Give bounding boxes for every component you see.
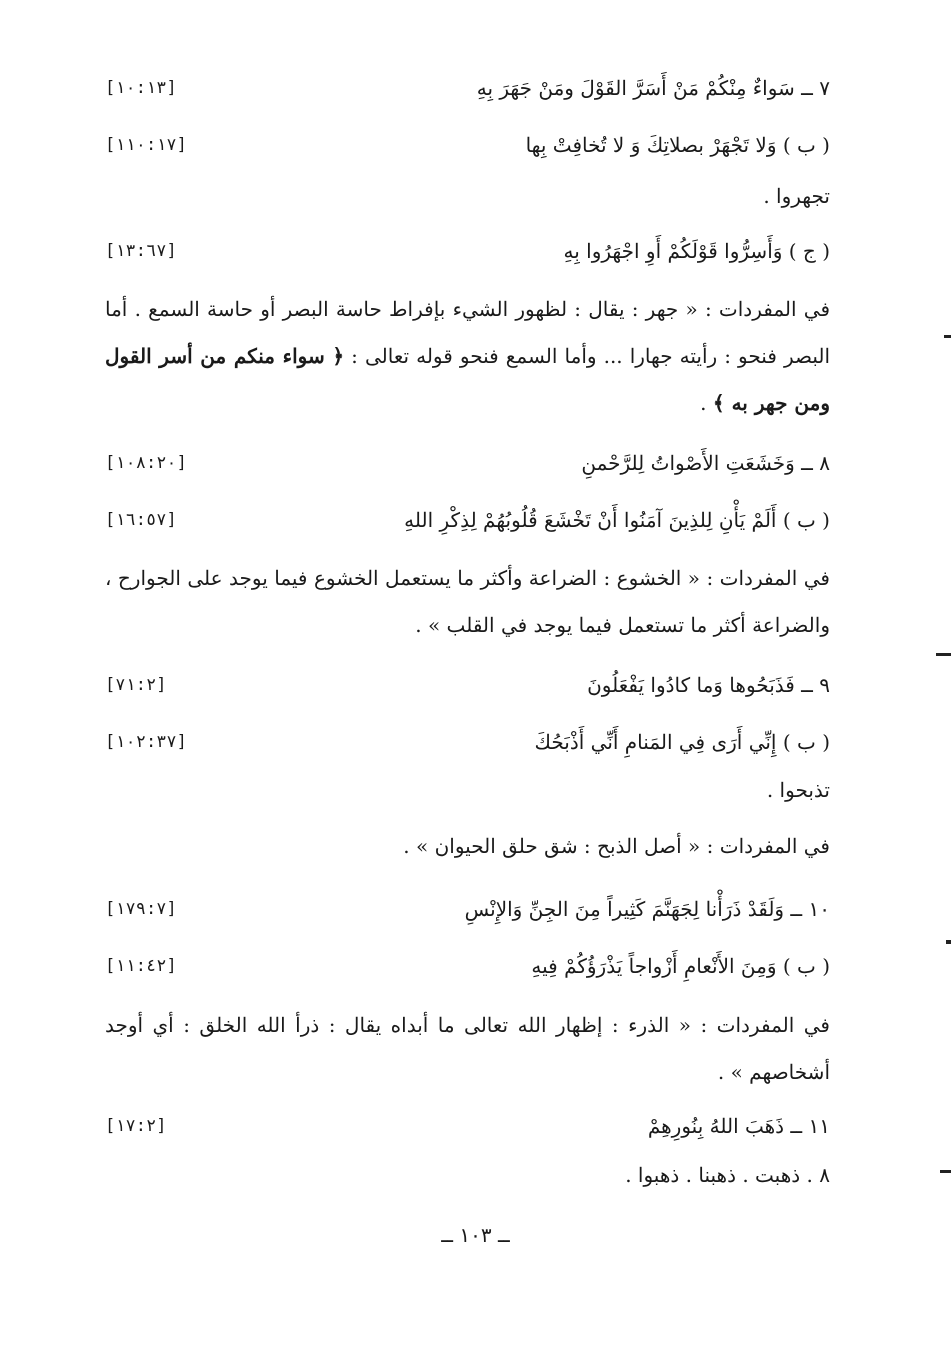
- verse-reference: [١٦:٥٧]: [105, 510, 177, 530]
- verse-reference: [١٣:٦٧]: [105, 241, 177, 261]
- answer-word: تذبحوا .: [766, 778, 830, 802]
- answer-word: ٨ . ذهبت . ذهبنا . ذهبوا .: [625, 1163, 830, 1187]
- scan-mark: [944, 335, 951, 338]
- definition-tail: .: [700, 391, 713, 415]
- verse-line: [105, 946, 830, 986]
- verse-text: ( ب ) وَمِنَ الأَنْعامِ أَزْواجاً يَذْرَؤُكُمْ فِيهِ: [531, 954, 830, 978]
- page-number: ــ ١٠٣ ــ: [441, 1223, 510, 1247]
- verse-line: [105, 889, 830, 929]
- scan-mark: [946, 940, 951, 944]
- verse-reference: [١٧:٢]: [105, 1116, 167, 1136]
- verse-line: [105, 125, 830, 165]
- verse-reference: [١٠:١٣]: [105, 78, 177, 98]
- verse-text: ( ب ) وَلا تَجْهَرْ بصلاتِكَ وَ لا تُخافِتْ بِها: [525, 133, 830, 157]
- verse-line: [105, 500, 830, 540]
- definition-paragraph: [105, 286, 830, 427]
- answer-word: تجهروا .: [763, 184, 830, 208]
- verse-line: [105, 1106, 830, 1146]
- verse-reference: [١٠٢:٣٧]: [105, 732, 187, 752]
- verse-text: ١١ ــ ذَهَبَ اللهُ بِنُورِهِمْ: [647, 1114, 830, 1138]
- definition-paragraph: في المفردات : « الخشوع : الضراعة وأكثر ما يستعمل الخشوع فيما يوجد على الجوارح ، والضراعة أكثر ما تستعمل فيما يوجد في القلب » .: [105, 566, 830, 637]
- verse-line: [105, 231, 830, 271]
- verse-line: [105, 665, 830, 705]
- verse-reference: [١١:٤٢]: [105, 956, 177, 976]
- verse-reference: [٧١:٢]: [105, 675, 167, 695]
- verse-reference: [١٧٩:٧]: [105, 899, 177, 919]
- scan-mark: [936, 653, 951, 656]
- verse-line: [105, 722, 830, 762]
- quoted-verse: ﴿ سواء منكم من أسر القول ومن جهر به ﴾: [105, 344, 830, 415]
- definition-paragraph: في المفردات : « أصل الذبح : شق حلق الحيوان » .: [403, 834, 830, 858]
- verse-line: [105, 443, 830, 483]
- verse-text: ( ب ) إِنِّي أَرَى فِي المَنامِ أَنِّي أَذْبَحُكَ: [534, 730, 830, 754]
- scan-mark: [940, 1170, 951, 1173]
- verse-line: [105, 68, 830, 108]
- verse-reference: [١١٠:١٧]: [105, 135, 187, 155]
- verse-text: ( ج ) وَأَسِرُّوا قَوْلَكُمْ أَوِ اجْهَرُوا بِهِ: [563, 239, 830, 263]
- verse-reference: [١٠٨:٢٠]: [105, 453, 187, 473]
- verse-text: ٧ ــ سَواءٌ مِنْكُمْ مَنْ أَسَرَّ القَوْلَ ومَنْ جَهَرَ بِهِ: [476, 76, 830, 100]
- definition-text: في المفردات : « جهر : يقال : لظهور الشيء بإفراط حاسة البصر أو حاسة السمع . أما البصر فنحو : رأيته جهارا ... وأما السمع فنحو قوله تعالى :: [105, 297, 831, 368]
- verse-text: ( ب ) أَلَمْ يَأْنِ لِلذِينَ آمَنُوا أَنْ تَخْشَعَ قُلُوبُهُمْ لِذِكْرِ اللهِ: [404, 508, 830, 532]
- verse-text: ١٠ ــ وَلَقَدْ ذَرَأْنا لِجَهَنَّمَ كَثِيراً مِنَ الجِنِّ وَالإِنْسِ: [464, 897, 830, 921]
- definition-paragraph: في المفردات : « الذرء : إظهار الله تعالى ما أبداه يقال : ذرأ الله الخلق : أي أوجد أشخاصهم » .: [105, 1013, 830, 1084]
- verse-text: ٩ ــ فَذَبَحُوها وَما كادُوا يَفْعَلُونَ: [587, 673, 830, 697]
- verse-text: ٨ ــ وَخَشَعَتِ الأَصْواتُ لِلرَّحْمنِ: [581, 451, 830, 475]
